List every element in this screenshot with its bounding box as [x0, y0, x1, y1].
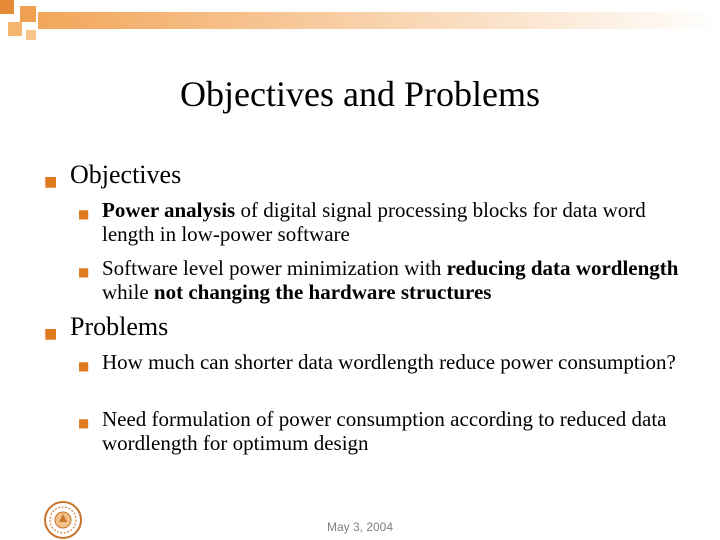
section-heading-label: Objectives — [70, 160, 182, 189]
list-item-text: Need formulation of power consumption according to reduced data wordlength for optimum design — [102, 407, 667, 455]
list-item-text: How much can shorter data wordlength reduce power consumption? — [102, 350, 676, 374]
square-bullet-icon: ■ — [78, 416, 90, 430]
item-text: of digital signal processing blocks for data word length in low-power software — [102, 198, 646, 246]
square-bullet-icon: ■ — [78, 359, 90, 373]
item-text: while — [102, 280, 154, 304]
square-bullet-icon: ■ — [78, 265, 90, 279]
footer-date: May 3, 2004 — [326, 520, 394, 534]
square-bullet-icon: ■ — [78, 207, 90, 221]
slide-title: Objectives and Problems — [180, 74, 540, 114]
university-seal-icon — [40, 500, 86, 540]
bold-text: Power analysis — [102, 198, 236, 222]
section-heading-label: Problems — [70, 312, 169, 341]
list-item-text — [102, 198, 702, 246]
item-text: Software level power minimization with — [102, 256, 447, 280]
corner-decoration — [0, 0, 720, 50]
list-item-text — [102, 256, 702, 304]
square-bullet-icon: ■ — [44, 326, 58, 342]
square-bullet-icon: ■ — [44, 174, 58, 190]
bold-text: not changing the hardware structures — [153, 280, 492, 304]
bold-text: reducing data wordlength — [446, 256, 679, 280]
